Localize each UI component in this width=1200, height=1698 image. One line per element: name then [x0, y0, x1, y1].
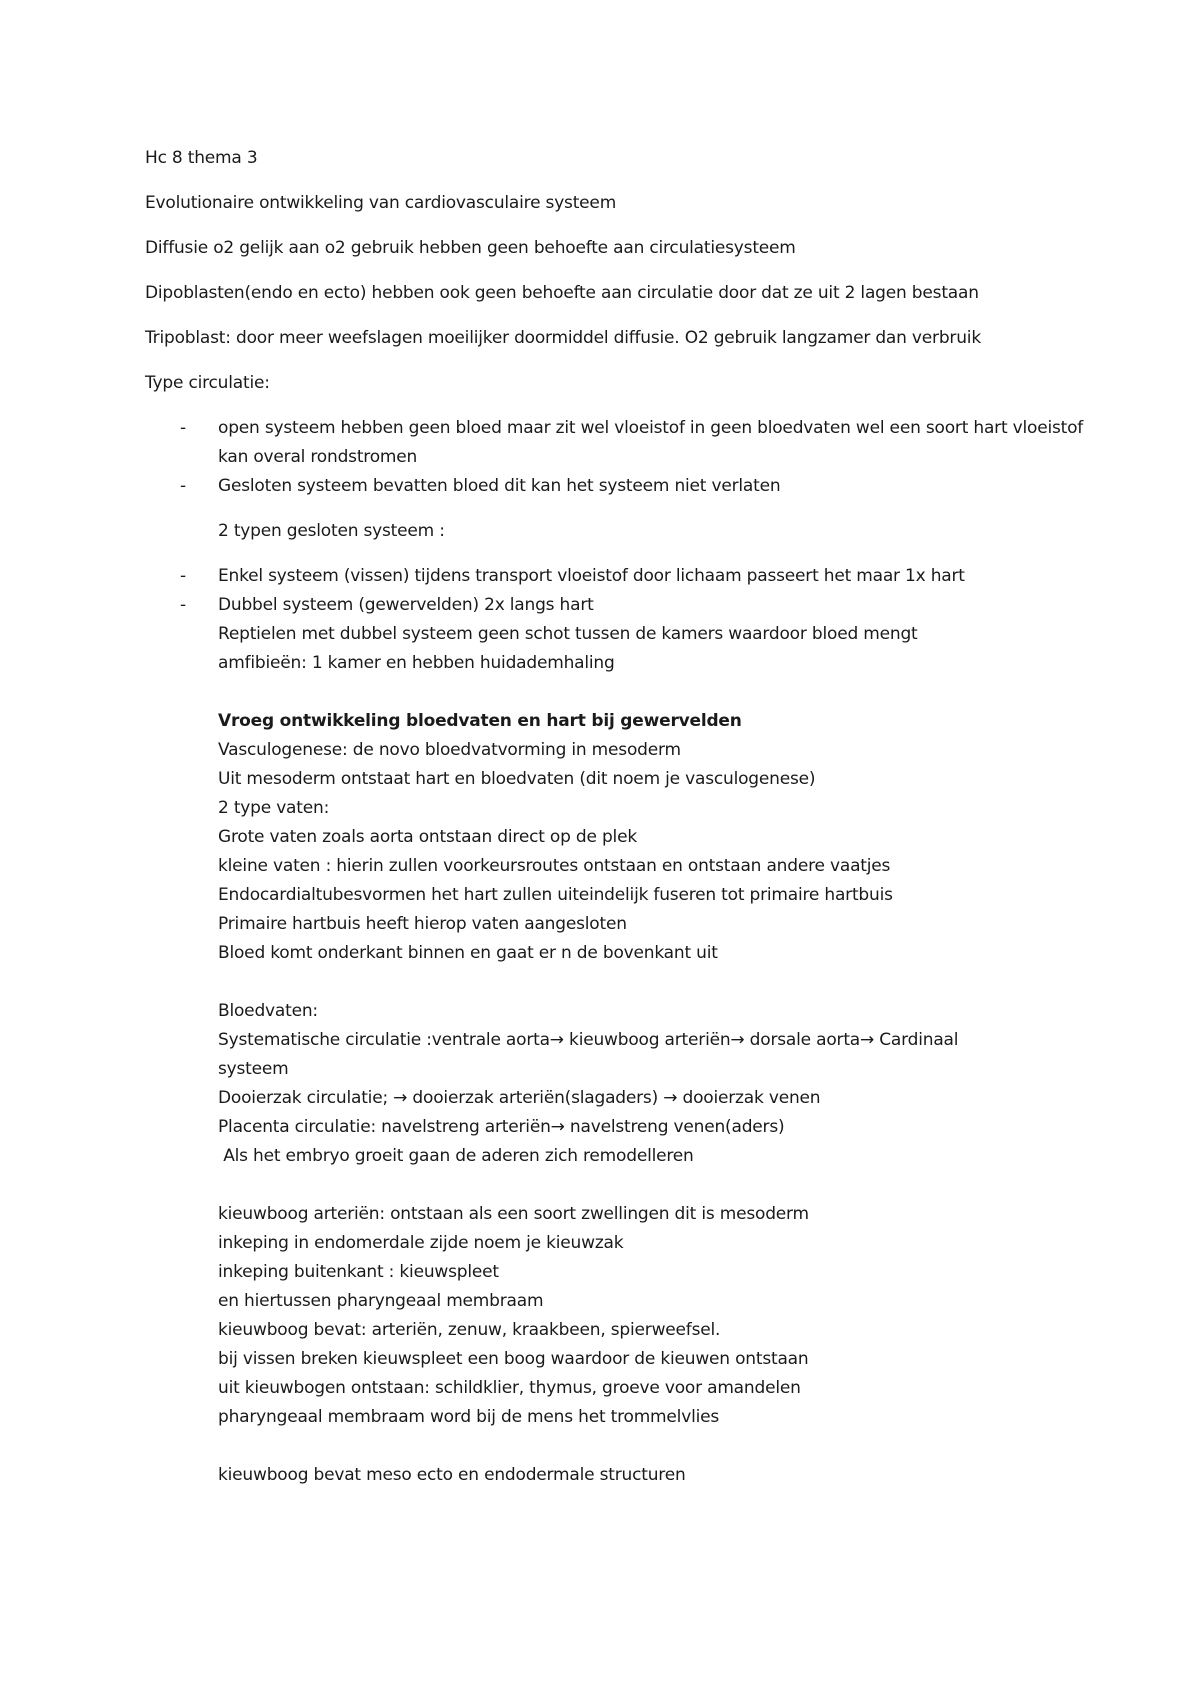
text-line: bij vissen breken kieuwspleet een boog waardoor de kieuwen ontstaan	[218, 1349, 809, 1369]
subheading-gesloten: 2 typen gesloten systeem :	[218, 521, 445, 541]
text-line: Systematische circulatie :ventrale aorta→ kieuwboog arteriën→ dorsale aorta→ Cardinaal	[218, 1030, 959, 1050]
text-line: Bloedvaten:	[218, 1001, 318, 1021]
list-item	[145, 472, 1098, 501]
text-line: kieuwboog bevat: arteriën, zenuw, kraakbeen, spierweefsel.	[218, 1320, 721, 1340]
section-final	[145, 1461, 1095, 1490]
text-line: kieuwboog bevat meso ecto en endodermale structuren	[218, 1465, 686, 1485]
section-heading: Vroeg ontwikkeling bloedvaten en hart bij gewervelden	[218, 711, 742, 731]
list-item-text: Dubbel systeem (gewervelden) 2x langs hart	[218, 595, 594, 615]
text-line: kleine vaten : hierin zullen voorkeursroutes ontstaan en ontstaan andere vaatjes	[218, 856, 891, 876]
text-line: amfibieën: 1 kamer en hebben huidademhaling	[218, 653, 615, 673]
section-vroeg-ontwikkeling	[145, 707, 1095, 968]
text-line: Uit mesoderm ontstaat hart en bloedvaten (dit noem je vasculogenese)	[218, 769, 816, 789]
paragraph-dipoblasten: Dipoblasten(endo en ecto) hebben ook geen behoefte aan circulatie door dat ze uit 2 lagen bestaan	[145, 283, 979, 303]
dash-bullet: -	[180, 476, 186, 496]
list-circulatie-types	[145, 414, 1095, 501]
dash-bullet: -	[180, 595, 186, 615]
paragraph-type-circulatie: Type circulatie:	[145, 373, 270, 393]
text-line: pharyngeaal membraam word bij de mens het trommelvlies	[218, 1407, 720, 1427]
text-line: Dooierzak circulatie; → dooierzak arteriën(slagaders) → dooierzak venen	[218, 1088, 821, 1108]
text-line: en hiertussen pharyngeaal membraam	[218, 1291, 544, 1311]
text-line: systeem	[218, 1059, 289, 1079]
text-line: Als het embryo groeit gaan de aderen zich remodelleren	[218, 1146, 694, 1166]
text-line: Grote vaten zoals aorta ontstaan direct op de plek	[218, 827, 637, 847]
paragraph-evolutie: Evolutionaire ontwikkeling van cardiovasculaire systeem	[145, 193, 617, 213]
text-line: inkeping in endomerdale zijde noem je kieuwzak	[218, 1233, 624, 1253]
dash-bullet: -	[180, 566, 186, 586]
section-kieuwboog	[145, 1200, 1095, 1432]
paragraph-diffusie: Diffusie o2 gelijk aan o2 gebruik hebben geen behoefte aan circulatiesysteem	[145, 238, 796, 258]
text-line: inkeping buitenkant : kieuwspleet	[218, 1262, 499, 1282]
list-item-text: Enkel systeem (vissen) tijdens transport vloeistof door lichaam passeert het maar 1x hart	[218, 566, 965, 586]
list-gesloten-types	[145, 562, 1095, 620]
list-continuation	[145, 620, 1095, 678]
dash-bullet: -	[180, 418, 186, 438]
paragraph-tripoblast: Tripoblast: door meer weefslagen moeilijker doormiddel diffusie. O2 gebruik langzamer dan verbruik	[145, 328, 981, 348]
text-line: Primaire hartbuis heeft hierop vaten aangesloten	[218, 914, 627, 934]
document-content	[145, 144, 1095, 1519]
text-line: Placenta circulatie: navelstreng arteriën→ navelstreng venen(aders)	[218, 1117, 785, 1137]
text-line: uit kieuwbogen ontstaan: schildklier, thymus, groeve voor amandelen	[218, 1378, 801, 1398]
text-line: Reptielen met dubbel systeem geen schot tussen de kamers waardoor bloed mengt	[218, 624, 918, 644]
list-item-text: Gesloten systeem bevatten bloed dit kan het systeem niet verlaten	[218, 476, 781, 496]
text-line: 2 type vaten:	[218, 798, 330, 818]
list-item-text: open systeem hebben geen bloed maar zit wel vloeistof in geen bloedvaten wel een soort hart vloeistof kan overal rondstromen	[218, 418, 1084, 467]
list-item	[145, 562, 1098, 591]
text-line: Vasculogenese: de novo bloedvatvorming in mesoderm	[218, 740, 681, 760]
text-line: Endocardialtubesvormen het hart zullen uiteindelijk fuseren tot primaire hartbuis	[218, 885, 893, 905]
document-title: Hc 8 thema 3	[145, 148, 258, 168]
list-item	[145, 414, 1098, 472]
section-bloedvaten	[145, 997, 1095, 1171]
text-line: kieuwboog arteriën: ontstaan als een soort zwellingen dit is mesoderm	[218, 1204, 809, 1224]
list-item	[145, 591, 1098, 620]
text-line: Bloed komt onderkant binnen en gaat er n de bovenkant uit	[218, 943, 718, 963]
